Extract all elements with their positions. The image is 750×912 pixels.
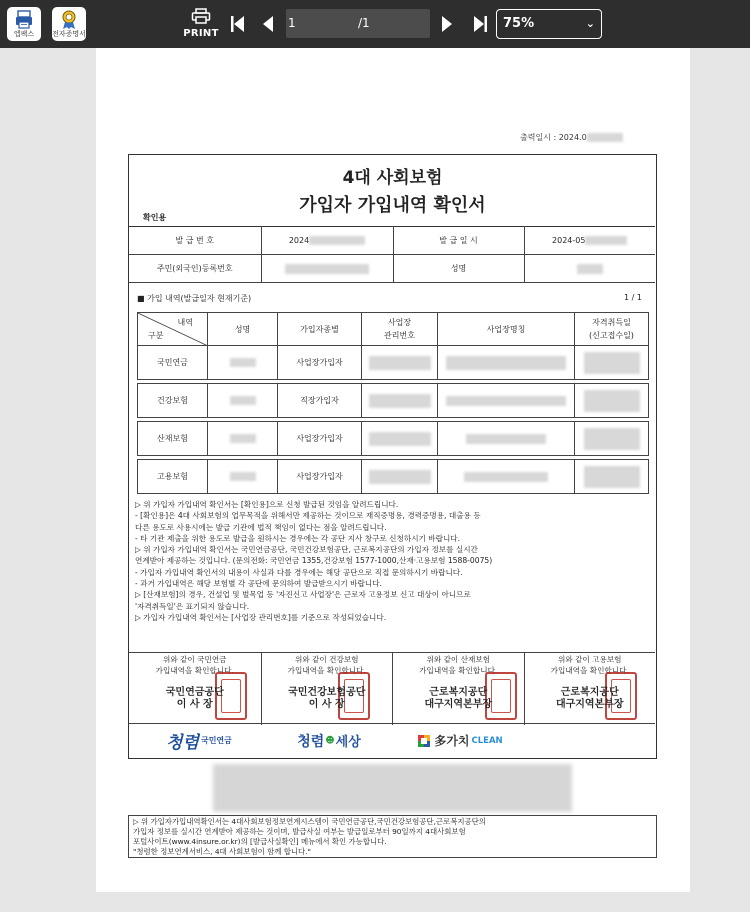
issue-date-value: 2024-05 bbox=[524, 227, 655, 255]
printer-doc-icon bbox=[15, 10, 33, 30]
page-total: /1 bbox=[358, 16, 370, 30]
table-row bbox=[138, 460, 649, 494]
note-line: 연계받아 제공하는 것입니다. (문의전화: 국민연금 1355,건강보험 1577-1000,산재·고용보험 1588-0075) bbox=[135, 556, 493, 566]
row-mgmt-no bbox=[362, 422, 438, 456]
row-workplace bbox=[438, 422, 575, 456]
col-mgmt-no: 사업장 관리번호 bbox=[362, 313, 438, 346]
note-line: - 가입자 가입내역 확인서의 내용이 사실과 다를 경우에는 해당 공단으로 직접 문의하시기 바랍니다. bbox=[135, 567, 463, 577]
e-certificate-button[interactable] bbox=[52, 7, 86, 41]
note-line: 다른 용도로 사용시에는 발급 기관에 법적 책임이 없다는 점을 알려드립니다. bbox=[135, 522, 387, 532]
issuer-stamps bbox=[129, 652, 655, 724]
redacted-value bbox=[587, 133, 623, 142]
row-acquired bbox=[575, 346, 649, 380]
certificate-document bbox=[128, 154, 657, 759]
e-certificate-label: 전자증명서 bbox=[52, 30, 86, 38]
col-acquired: 자격취득일 (신고접수일) bbox=[575, 313, 649, 346]
integrity-logo-welfare: 多가치 CLEAN bbox=[415, 724, 505, 757]
note-line: ▷ 위 가입자 가입내역 확인서는 국민연금공단, 국민건강보험공단, 근로복지공단의 가입자 정보를 실시간 bbox=[135, 545, 478, 555]
certificate-badge-icon bbox=[60, 10, 78, 30]
issue-no-value: 2024 bbox=[261, 227, 393, 255]
issue-info-table bbox=[129, 226, 655, 283]
first-page-icon[interactable] bbox=[228, 12, 248, 36]
row-type: 사업장가입자 bbox=[278, 460, 362, 494]
hwp-export-label: 엡팩스 bbox=[13, 30, 35, 38]
verification-footer bbox=[128, 815, 657, 858]
col-type: 가입자종별 bbox=[278, 313, 362, 346]
footer-line: "청렴한 정보연계서비스, 4대 사회보험이 함께 합니다." bbox=[133, 847, 311, 856]
row-mgmt-no bbox=[362, 460, 438, 494]
page-number-input[interactable]: 1 bbox=[288, 16, 296, 30]
integrity-logos bbox=[129, 724, 655, 757]
row-category: 고용보험 bbox=[138, 460, 208, 494]
prev-page-icon[interactable] bbox=[258, 12, 278, 36]
row-type: 사업장가입자 bbox=[278, 422, 362, 456]
zoom-select[interactable] bbox=[496, 9, 602, 39]
history-section-label: ■ 가입 내역(발급일자 현재기준) bbox=[137, 294, 252, 303]
hwp-export-button[interactable] bbox=[7, 7, 41, 41]
row-acquired bbox=[575, 384, 649, 418]
row-acquired bbox=[575, 460, 649, 494]
row-name bbox=[208, 346, 278, 380]
print-label: PRINT bbox=[183, 28, 219, 39]
issue-no-label: 발 급 번 호 bbox=[129, 227, 261, 255]
last-page-icon[interactable] bbox=[470, 12, 490, 36]
doc-title-line2: 가입자 가입내역 확인서 bbox=[299, 195, 486, 216]
barcode-redacted bbox=[213, 764, 572, 812]
print-button[interactable] bbox=[183, 8, 219, 40]
integrity-logo-pension: 청렴 국민연금 bbox=[166, 733, 232, 753]
note-line: - 타 기관 제출을 위한 용도로 발급을 원하시는 경우에는 각 공단 지사 창구로 신청하시기 바랍니다. bbox=[135, 533, 461, 543]
note-line: - [확인용]은 4대 사회보험의 업무목적을 위해서만 제공하는 것이므로 재직증명용, 경력증명용, 대출용 등 bbox=[135, 511, 481, 521]
print-date: 출력일시 : 2024.0 bbox=[520, 132, 623, 143]
note-line: ▷ [산재보험]의 경우, 건설업 및 벌목업 등 '자진신고 사업장'은 근로자 고용정보 신고 대상이 아니므로 bbox=[135, 590, 471, 600]
stamp-health-insurance: 위와 같이 건강보험 가입내역을 확인합니다. 국민건강보험공단 이 사 장 bbox=[261, 653, 393, 725]
smile-icon: ☻ bbox=[325, 735, 335, 746]
row-category: 국민연금 bbox=[138, 346, 208, 380]
name-value bbox=[524, 255, 655, 283]
zoom-value: 75% bbox=[503, 16, 535, 31]
row-category: 건강보험 bbox=[138, 384, 208, 418]
footer-line: 포털사이트(www.4insure.or.kr)의 [발급사실확인] 메뉴에서 확인 가능합니다. bbox=[133, 837, 387, 846]
note-line: ▷ 가입자 가입내역 확인서는 [사업장 관리번호]를 기준으로 작성되었습니다. bbox=[135, 612, 387, 622]
row-name bbox=[208, 460, 278, 494]
note-line: '자격취득일'은 표기되지 않습니다. bbox=[135, 601, 250, 611]
stamp-employment-insurance: 위와 같이 고용보험 가입내역을 확인합니다. 근로복지공단 대구지역본부장 bbox=[524, 653, 656, 725]
footer-line: 가입자 정보를 실시간 연계받아 제공하는 것이며, 발급사실 여부는 발급일로부터 90일까지 4대사회보험 bbox=[133, 827, 466, 836]
row-type: 사업장가입자 bbox=[278, 346, 362, 380]
doc-subtitle: 확인용 bbox=[143, 213, 167, 222]
row-name bbox=[208, 384, 278, 418]
note-line: - 과거 가입내역은 해당 보험별 각 공단에 문의하여 발급받으시기 바랍니다. bbox=[135, 579, 382, 589]
row-mgmt-no bbox=[362, 384, 438, 418]
history-page-indicator: 1 / 1 bbox=[624, 293, 642, 302]
table-row bbox=[138, 346, 649, 380]
row-category: 산재보험 bbox=[138, 422, 208, 456]
row-type: 직장가입자 bbox=[278, 384, 362, 418]
integrity-logo-health: 청렴 ☻ 세상 bbox=[297, 733, 361, 750]
stamp-national-pension: 위와 같이 국민연금 가입내역을 확인합니다. 국민연금공단 이 사 장 bbox=[129, 653, 261, 725]
history-header-row bbox=[138, 313, 649, 346]
doc-title-line1: 4대 사회보험 bbox=[342, 168, 443, 188]
history-table bbox=[137, 312, 649, 494]
viewer-toolbar bbox=[0, 0, 750, 48]
clean-mark-icon bbox=[417, 734, 431, 748]
resident-no-label: 주민(외국인)등록번호 bbox=[129, 255, 261, 283]
page-navigator bbox=[286, 9, 430, 38]
next-page-icon[interactable] bbox=[437, 12, 457, 36]
col-workplace: 사업장명칭 bbox=[438, 313, 575, 346]
printer-icon bbox=[191, 8, 211, 24]
note-line: ▷ 위 가입자 가입내역 확인서는 [확인용]으로 신청 발급된 것임을 알려드립니다. bbox=[135, 500, 399, 509]
row-mgmt-no bbox=[362, 346, 438, 380]
col-name: 성명 bbox=[208, 313, 278, 346]
row-workplace bbox=[438, 460, 575, 494]
row-name bbox=[208, 422, 278, 456]
resident-no-value bbox=[261, 255, 393, 283]
table-row bbox=[138, 422, 649, 456]
row-workplace bbox=[438, 346, 575, 380]
stamp-industrial-accident: 위와 같이 산재보험 가입내역을 확인합니다. 근로복지공단 대구지역본부장 bbox=[392, 653, 524, 725]
row-workplace bbox=[438, 384, 575, 418]
name-label: 성명 bbox=[393, 255, 524, 283]
footer-line: ▷ 위 가입자가입내역확인서는 4대사회보험정보연계시스템이 국민연금공단,국민건강보험공단,근로복지공단의 bbox=[133, 817, 486, 826]
chevron-down-icon: ⌄ bbox=[585, 17, 595, 30]
table-row bbox=[138, 384, 649, 418]
notes-block bbox=[135, 499, 651, 623]
row-acquired bbox=[575, 422, 649, 456]
issue-date-label: 발 급 일 시 bbox=[393, 227, 524, 255]
diagonal-header: 내역 구분 bbox=[138, 313, 208, 346]
